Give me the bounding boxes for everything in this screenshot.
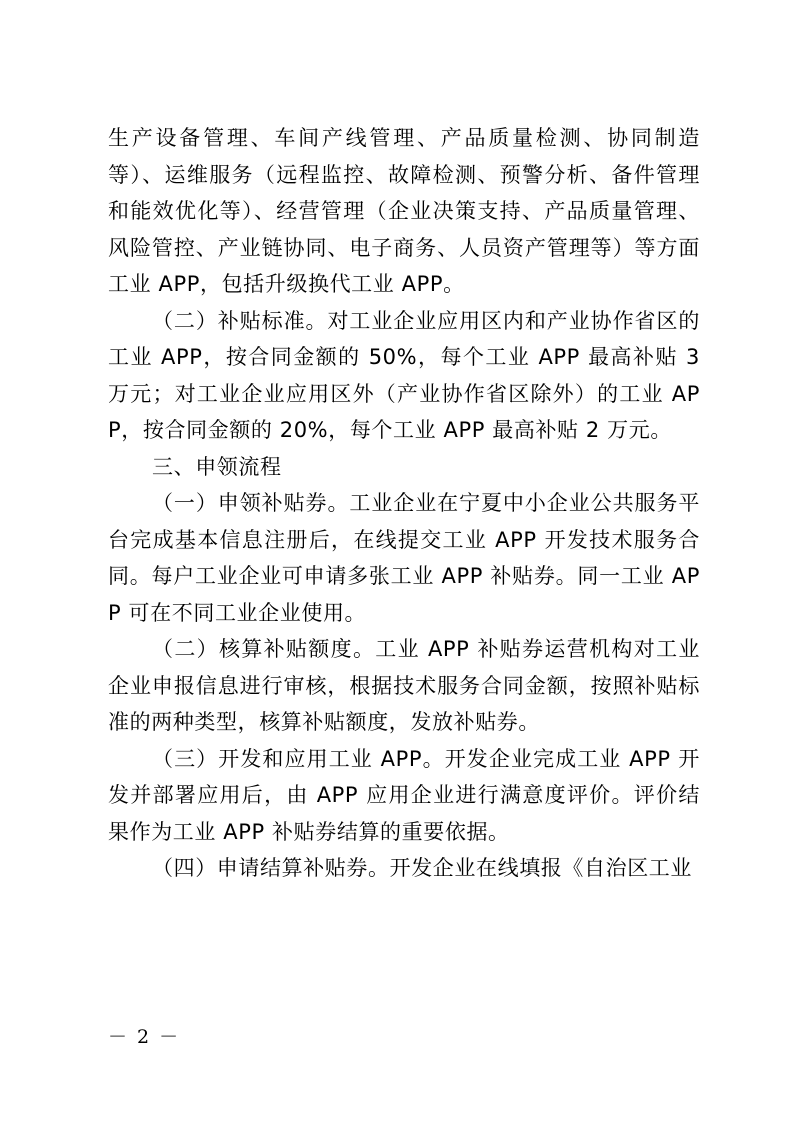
page-number: － 2 － [108, 1026, 181, 1048]
paragraph-settlement: （四）申请结算补贴券。开发企业在线填报《自治区工业 [152, 856, 692, 880]
paragraph-apply-voucher: （一）申领补贴券。工业企业在宁夏中小企业公共服务平台完成基本信息注册后，在线提交工业 APP 开发技术服务合同。每户工业企业可申请多张工业 APP 补贴券。同一工业 APP 可在不同工业企业使用。 [108, 491, 700, 625]
paragraph-calculate-amount: （二）核算补贴额度。工业 APP 补贴券运营机构对工业企业申报信息进行审核，根据技术服务合同金额，按照补贴标准的两种类型，核算补贴额度，发放补贴券。 [108, 637, 700, 734]
paragraph-subsidy-standard: （二）补贴标准。对工业企业应用区内和产业协作省区的工业 APP，按合同金额的 50%，每个工业 APP 最高补贴 3 万元；对工业企业应用区外（产业协作省区除外）的工业 APP，按合同金额的 20%，每个工业 APP 最高补贴 2 万元。 [108, 308, 700, 442]
body-text [108, 120, 700, 887]
paragraph-develop-apply: （三）开发和应用工业 APP。开发企业完成工业 APP 开发并部署应用后，由 APP 应用企业进行满意度评价。评价结果作为工业 APP 补贴券结算的重要依据。 [108, 746, 700, 844]
section-heading-application-process: 三、申领流程 [152, 454, 282, 479]
paragraph-app-scope: 生产设备管理、车间产线管理、产品质量检测、协同制造等）、运维服务（远程监控、故障检测、预警分析、备件管理和能效优化等）、经营管理（企业决策支持、产品质量管理、风险管控、产业链协同、电子商务、人员资产管理等）等方面工业 APP，包括升级换代工业 APP。 [108, 126, 700, 296]
